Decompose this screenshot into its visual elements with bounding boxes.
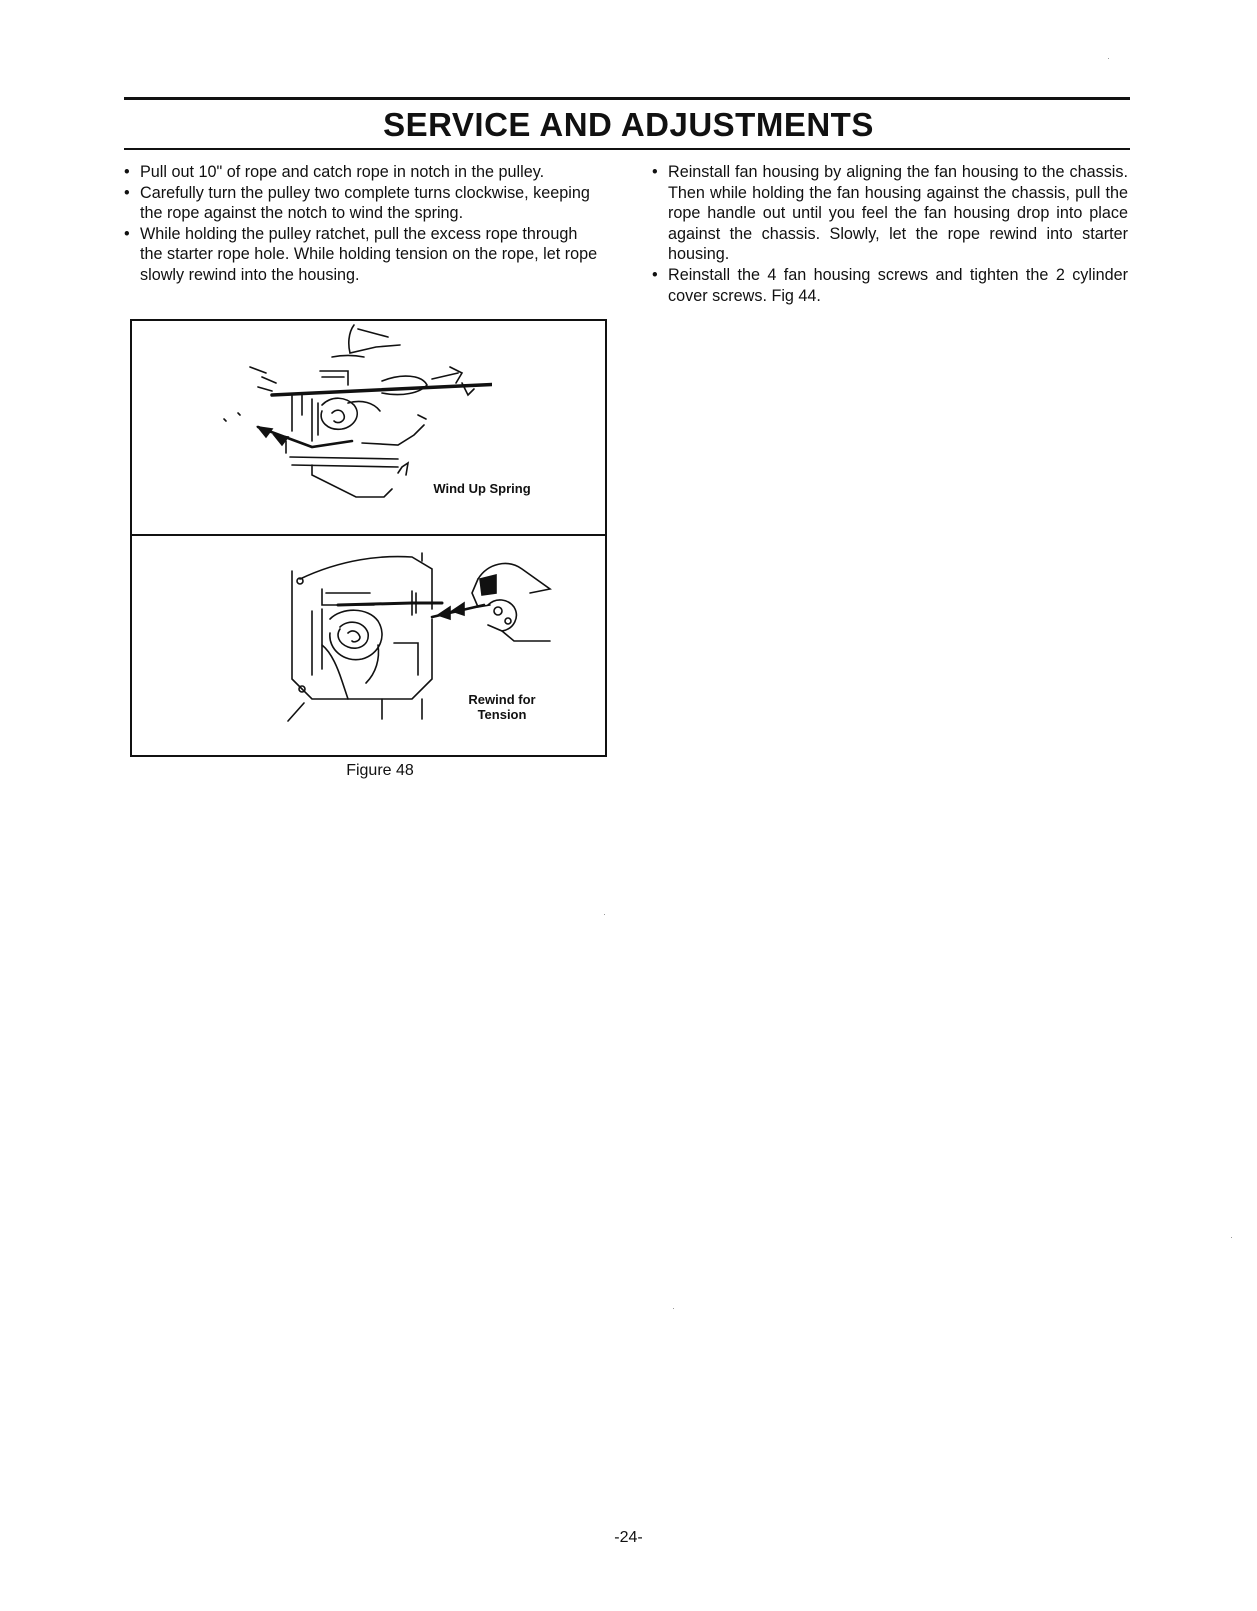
figure-48 xyxy=(130,319,607,757)
scan-speck xyxy=(604,914,605,915)
wind-up-spring-label: Wind Up Spring xyxy=(433,481,531,496)
step-text: Reinstall fan housing by aligning the fan housing to the chassis. Then while holding the fan housing against the chassis, pull the rope handle out until you feel the fan housing drop into place against the chassis. Slowly, let the rope rewind into starter housing. xyxy=(668,163,1128,264)
page-number: -24- xyxy=(614,1529,643,1546)
step-text: Reinstall the 4 fan housing screws and tighten the 2 cylinder cover screws. Fig 44. xyxy=(668,265,1128,305)
bullet-icon: • xyxy=(124,163,130,181)
page-title: SERVICE AND ADJUSTMENTS xyxy=(383,106,874,143)
left-column xyxy=(124,162,604,286)
scan-speck xyxy=(1231,1237,1232,1238)
list-item xyxy=(652,265,1128,306)
figure-caption: Figure 48 xyxy=(346,762,414,779)
wind-up-spring-illustration xyxy=(222,323,492,528)
step-text: Pull out 10" of rope and catch rope in notch in the pulley. xyxy=(140,163,545,181)
step-text: While holding the pulley ratchet, pull the excess rope through the starter rope hole. While holding tension on the rope, let rope slowly rewind into the housing. xyxy=(140,224,598,284)
right-column xyxy=(652,162,1128,306)
header-rule-top xyxy=(124,97,1130,100)
list-item xyxy=(124,183,604,224)
list-item xyxy=(124,224,604,286)
list-item xyxy=(652,162,1128,265)
figure-divider xyxy=(132,534,605,536)
left-steps-list xyxy=(124,162,604,286)
scan-speck xyxy=(673,1308,674,1309)
header-rule-bottom xyxy=(124,148,1130,150)
scan-speck xyxy=(1108,58,1109,59)
list-item xyxy=(124,162,604,183)
step-text: Carefully turn the pulley two complete turns clockwise, keeping the rope against the notch to wind the spring. xyxy=(140,183,590,223)
rewind-label-line1: Rewind for xyxy=(468,692,536,707)
rewind-for-tension-label xyxy=(442,692,562,722)
bullet-icon: • xyxy=(124,183,130,202)
bullet-icon: • xyxy=(124,224,130,243)
bullet-icon: • xyxy=(652,163,658,181)
right-steps-list xyxy=(652,162,1128,306)
bullet-icon: • xyxy=(652,265,658,284)
rewind-label-line2: Tension xyxy=(477,707,527,722)
